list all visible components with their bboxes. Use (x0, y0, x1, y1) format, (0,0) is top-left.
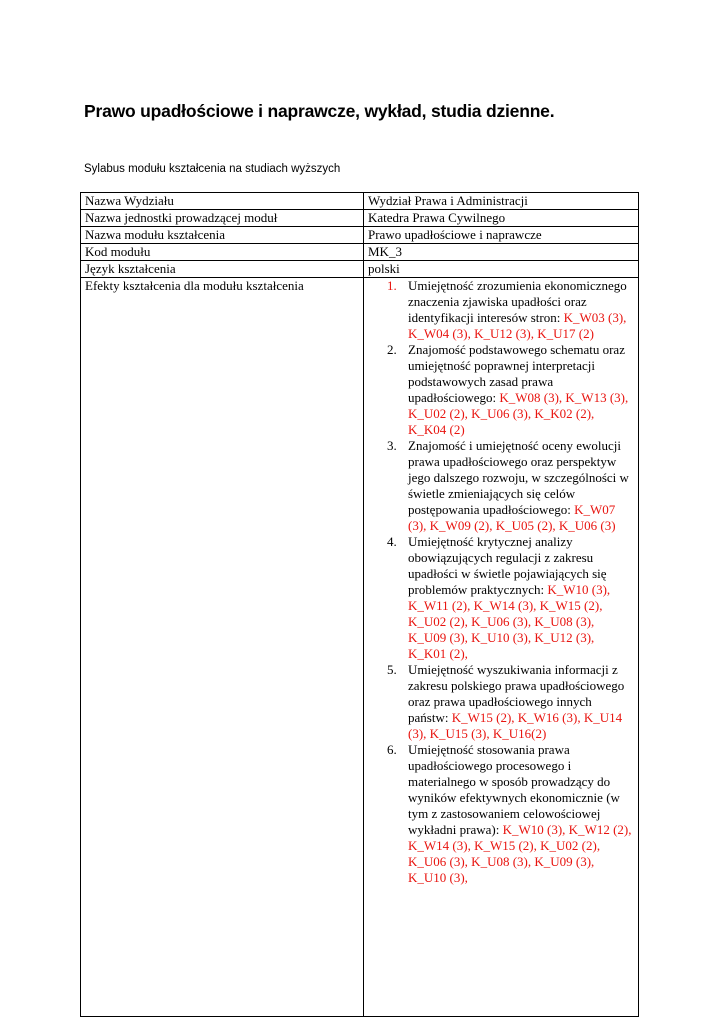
row-label: Nazwa jednostki prowadzącej moduł (81, 210, 364, 227)
outcome-text: Znajomość i umiejętność oceny ewolucji prawa upadłościowego oraz perspektyw jego dalszego rozwoju, w szczególności w świetle zmieniających się celów postępowania upadłościowego: (408, 438, 629, 517)
row-value: Wydział Prawa i Administracji (364, 193, 639, 210)
outcome-codes: K_W15 (2), K_W16 (3), K_U14 (3), K_U15 (3), K_U16(2) (408, 710, 623, 741)
outcome-text: Znajomość podstawowego schematu oraz umiejętność poprawnej interpretacji podstawowych zasad prawa upadłościowego: (408, 342, 625, 405)
list-item (368, 278, 634, 342)
list-item (368, 438, 634, 534)
learning-outcomes-list (368, 278, 634, 886)
list-item (368, 342, 634, 438)
row-value (364, 278, 639, 1017)
list-number: 2. (387, 342, 397, 357)
row-value: MK_3 (364, 244, 639, 261)
outcome-codes: K_W10 (3), K_W11 (2), K_W14 (3), K_W15 (2), K_U02 (2), K_U06 (3), K_U08 (3), K_U09 (3), K_U10 (3), K_U12 (3), K_K01 (2), (408, 582, 611, 661)
row-value: Prawo upadłościowe i naprawcze (364, 227, 639, 244)
outcome-codes: K_W10 (3), K_W12 (2), K_W14 (3), K_W15 (2), K_U02 (2), K_U06 (3), K_U08 (3), K_U09 (3), K_U10 (3), (408, 822, 632, 885)
list-number: 5. (387, 662, 397, 677)
table-row-module-name (81, 227, 639, 244)
list-number: 6. (387, 742, 397, 757)
outcome-codes: K_W03 (3), K_W04 (3), K_U12 (3), K_U17 (2) (408, 310, 627, 341)
outcome-text: Umiejętność stosowania prawa upadłościowego procesowego i materialnego w sposób prowadzący do wyników efektywnych ekonomicznie (w tym z zastosowaniem celowościowej wykładni prawa): (408, 742, 620, 837)
table-row-learning-outcomes (81, 278, 639, 1017)
list-item (368, 662, 634, 742)
outcome-text: Umiejętność krytycznej analizy obowiązujących regulacji z zakresu upadłości w świetle pojawiających się problemów praktycznych: (408, 534, 607, 597)
document-title: Prawo upadłościowe i naprawcze, wykład, studia dzienne. (84, 101, 555, 121)
table-row-module-code (81, 244, 639, 261)
outcome-codes: K_W07 (3), K_W09 (2), K_U05 (2), K_U06 (3) (408, 502, 616, 533)
list-item (368, 534, 634, 662)
document-subtitle: Sylabus modułu kształcenia na studiach wyższych (84, 163, 341, 175)
row-value: Katedra Prawa Cywilnego (364, 210, 639, 227)
outcome-codes: K_W08 (3), K_W13 (3), K_U02 (2), K_U06 (3), K_K02 (2), K_K04 (2) (408, 390, 629, 437)
table-row-unit (81, 210, 639, 227)
table-row-faculty (81, 193, 639, 210)
syllabus-table (80, 192, 639, 1017)
row-label: Efekty kształcenia dla modułu kształcenia (81, 278, 364, 1017)
list-item (368, 742, 634, 886)
row-value: polski (364, 261, 639, 278)
list-number: 3. (387, 438, 397, 453)
row-label: Język kształcenia (81, 261, 364, 278)
row-label: Nazwa modułu kształcenia (81, 227, 364, 244)
table-row-language (81, 261, 639, 278)
list-number: 4. (387, 534, 397, 549)
outcome-text: Umiejętność wyszukiwania informacji z zakresu polskiego prawa upadłościowego oraz prawa upadłościowego innych państw: (408, 662, 625, 725)
list-number: 1. (387, 278, 397, 293)
outcome-text: Umiejętność zrozumienia ekonomicznego znaczenia zjawiska upadłości oraz identyfikacji interesów stron: (408, 278, 627, 325)
row-label: Kod modułu (81, 244, 364, 261)
row-label: Nazwa Wydziału (81, 193, 364, 210)
